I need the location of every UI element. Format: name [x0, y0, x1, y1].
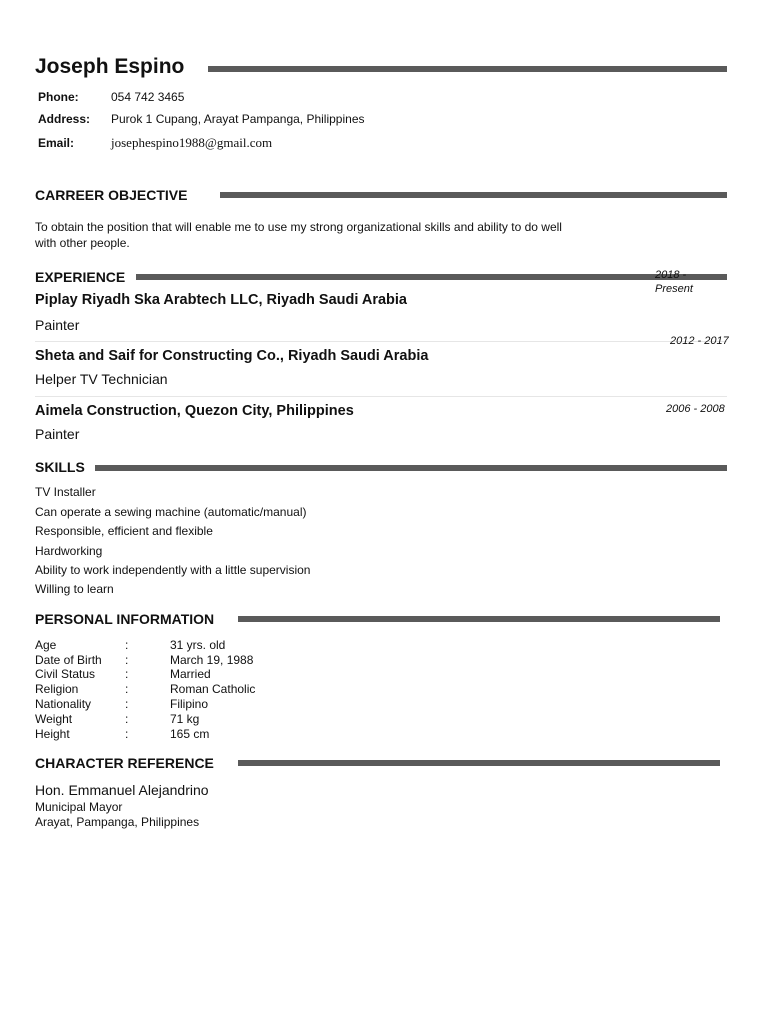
skill-item: Can operate a sewing machine (automatic/manual)	[35, 505, 307, 519]
personal-label: Age	[35, 638, 57, 652]
personal-value: Married	[170, 667, 211, 681]
personal-colon: :	[125, 697, 129, 711]
experience-separator	[35, 396, 727, 397]
experience-role: Painter	[35, 426, 80, 442]
personal-label: Date of Birth	[35, 653, 102, 667]
personal-label: Civil Status	[35, 667, 96, 681]
reference-divider	[238, 760, 720, 766]
experience-divider	[136, 274, 727, 280]
personal-colon: :	[125, 653, 129, 667]
personal-value: March 19, 1988	[170, 653, 254, 667]
reference-location: Arayat, Pampanga, Philippines	[35, 815, 200, 829]
personal-label: Weight	[35, 712, 73, 726]
reference-name: Hon. Emmanuel Alejandrino	[35, 782, 209, 798]
email-value: josephespino1988@gmail.com	[111, 135, 273, 150]
personal-value: 71 kg	[170, 712, 200, 726]
objective-line-1: To obtain the position that will enable me to use my strong organizational skills and ability to do well	[35, 220, 562, 234]
skills-divider	[95, 465, 727, 471]
personal-colon: :	[125, 727, 129, 741]
personal-colon: :	[125, 712, 129, 726]
skills-heading: SKILLS	[35, 459, 85, 475]
experience-period: 2012 - 2017	[670, 335, 729, 347]
personal-label: Religion	[35, 682, 79, 696]
email-label: Email:	[38, 136, 75, 150]
personal-heading: PERSONAL INFORMATION	[35, 611, 215, 627]
objective-line-2: with other people.	[35, 236, 130, 250]
experience-period: 2018 - Present	[655, 269, 693, 295]
header-divider	[208, 66, 727, 72]
skill-item: Hardworking	[35, 544, 103, 558]
personal-value: 31 yrs. old	[170, 638, 226, 652]
objective-divider	[220, 192, 727, 198]
personal-value: Filipino	[170, 697, 209, 711]
personal-value: 165 cm	[170, 727, 210, 741]
experience-company: Piplay Riyadh Ska Arabtech LLC, Riyadh Saudi Arabia	[35, 292, 407, 308]
address-value: Purok 1 Cupang, Arayat Pampanga, Philippines	[111, 112, 365, 126]
skill-item: Ability to work independently with a little supervision	[35, 563, 311, 577]
phone-label: Phone:	[38, 90, 79, 104]
experience-role: Helper TV Technician	[35, 371, 168, 387]
experience-company: Sheta and Saif for Constructing Co., Riyadh Saudi Arabia	[35, 348, 429, 364]
personal-colon: :	[125, 667, 129, 681]
phone-value: 054 742 3465	[111, 90, 185, 104]
personal-value: Roman Catholic	[170, 682, 256, 696]
address-label: Address:	[38, 112, 91, 126]
objective-heading: CARREER OBJECTIVE	[35, 187, 188, 203]
personal-label: Nationality	[35, 697, 92, 711]
experience-period: 2006 - 2008	[666, 403, 725, 415]
personal-divider	[238, 616, 720, 622]
reference-heading: CHARACTER REFERENCE	[35, 755, 214, 771]
skill-item: TV Installer	[35, 485, 96, 499]
personal-colon: :	[125, 638, 129, 652]
experience-heading: EXPERIENCE	[35, 269, 126, 285]
skill-item: Willing to learn	[35, 582, 114, 596]
resume-name: Joseph Espino	[35, 55, 185, 78]
experience-separator	[35, 341, 727, 342]
experience-company: Aimela Construction, Quezon City, Philippines	[35, 403, 354, 419]
skill-item: Responsible, efficient and flexible	[35, 524, 213, 538]
reference-title: Municipal Mayor	[35, 800, 123, 814]
personal-label: Height	[35, 727, 70, 741]
personal-colon: :	[125, 682, 129, 696]
experience-role: Painter	[35, 317, 80, 333]
